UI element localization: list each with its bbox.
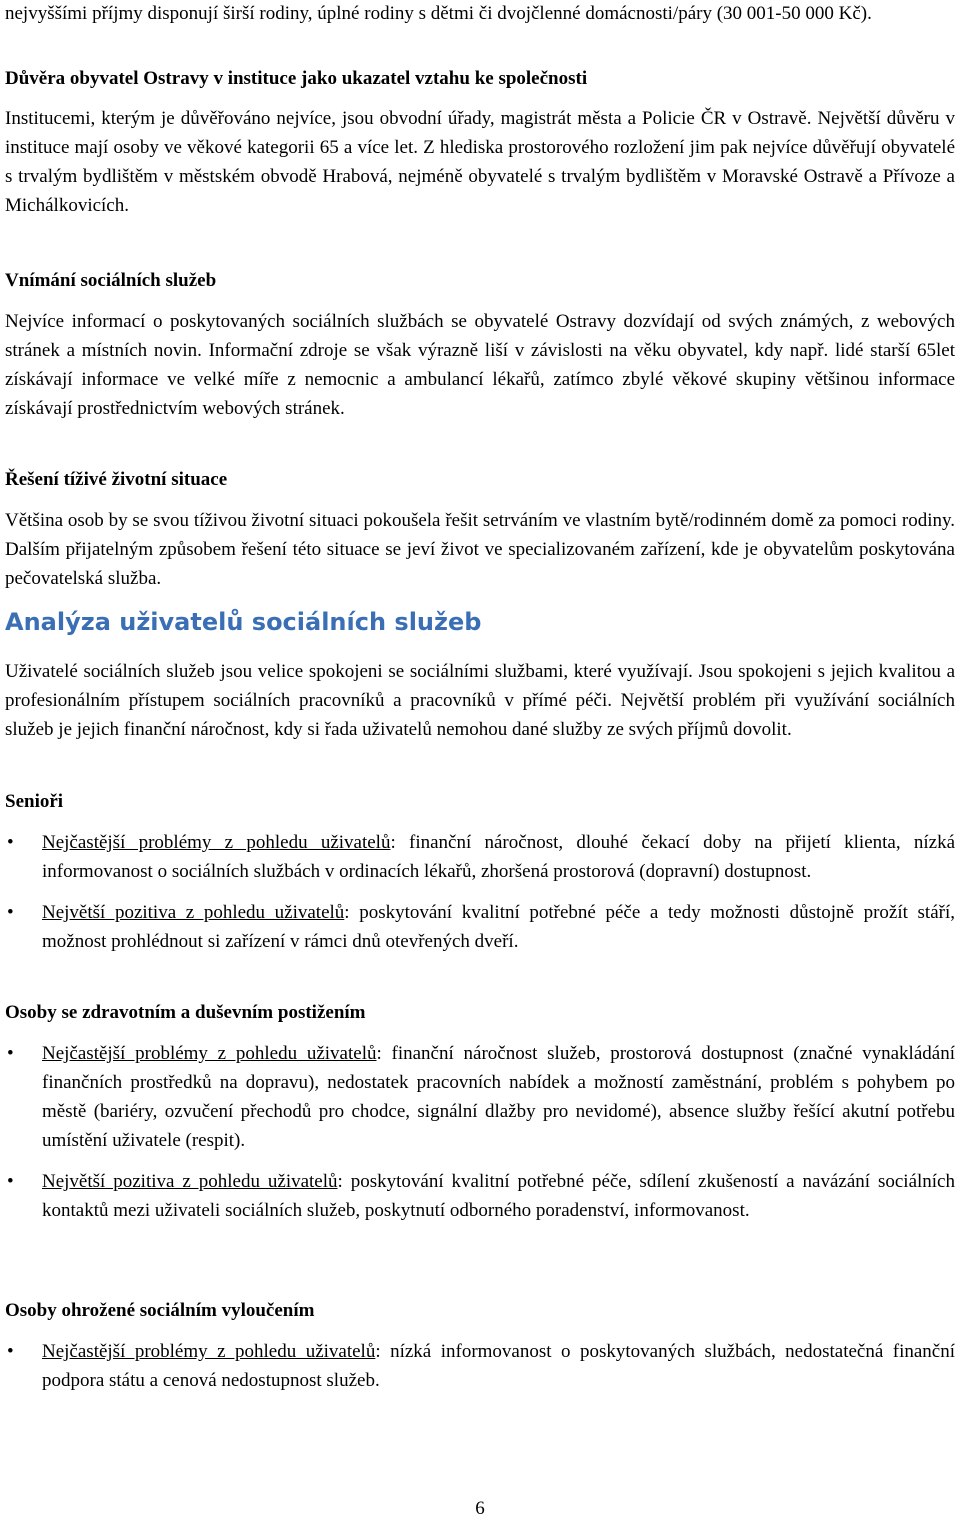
bullet-icon: • [7,1341,14,1362]
label-colon: : [390,832,396,853]
bullet-icon: • [7,902,14,923]
label-colon: : [337,1171,343,1192]
trust-section [5,64,955,220]
bullet-icon: • [7,1043,14,1064]
situation-paragraph: Většina osob by se svou tíživou životní situaci pokoušela řešit setrváním ve vlastním bytě/rodinném domě za pomoci rodiny. Dalším přijatelným způsobem řešení této situace se jeví život ve specializovaném zařízení, kde je obyvatelům poskytována pečovatelská služba. [5,510,955,589]
trust-heading: Důvěra obyvatel Ostravy v instituce jako ukazatel vztahu ke společnosti [5,68,588,89]
analysis-heading: Analýza uživatelů sociálních služeb [5,608,482,636]
list-item [5,828,955,886]
problems-label: Nejčastější problémy z pohledu uživatelů [42,832,391,853]
analysis-section [5,607,955,744]
list-item [5,1167,955,1225]
list-item [5,898,955,956]
disabled-problems-text: finanční náročnost služeb, prostorová dostupnost (značné vynakládání finančních prostředků na dopravu), nedostatek pracovních nabídek a možností zaměstnání, problém s pohybem po městě (bariéry, ozvučení přechodů pro chodce, signální dlažby pro nevidomé), absence služby řešící akutní potřebu umístění uživatele (respit). [42,1043,955,1151]
perception-heading: Vnímání sociálních služeb [5,270,217,291]
seniors-heading: Senioři [5,791,64,812]
problems-label: Nejčastější problémy z pohledu uživatelů [42,1341,376,1362]
label-colon: : [375,1341,381,1362]
trust-paragraph: Institucemi, kterým je důvěřováno nejvíce, jsou obvodní úřady, magistrát města a Policie ČR v Ostravě. Největší důvěru v instituce mají osoby ve věkové kategorii 65 a více let. Z hlediska prostorového rozložení jim pak nejvíce důvěřují obyvatelé s trvalým bydlištěm v městském obvodě Hrabová, nejméně obyvatelé s trvalým bydlištěm v Moravské Ostravě a Přívoze a Michálkovicích. [5,108,955,216]
seniors-section [5,787,955,956]
disabled-heading: Osoby se zdravotním a duševním postižením [5,1002,366,1023]
seniors-list [5,828,955,956]
seniors-problems-text: finanční náročnost, dlouhé čekací doby na přijetí klienta, nízká informovanost o sociálních službách v ordinacích lékařů, zhoršená prostorová (dopravní) dostupnost. [42,832,955,882]
list-item [5,1039,955,1155]
disabled-section [5,998,955,1225]
list-item [5,1337,955,1395]
perception-paragraph: Nejvíce informací o poskytovaných sociálních službách se obyvatelé Ostravy dozvídají od svých známých, z webových stránek a místních novin. Informační zdroje se však výrazně liší v závislosti na věku obyvatel, kdy např. lidé starší 65let získávají informace ve velké míře z nemocnic a ambulancí lékařů, zatímco zbylé věkové skupiny většinou informace získávají prostřednictvím webových stránek. [5,311,955,419]
situation-section [5,465,955,593]
analysis-paragraph: Uživatelé sociálních služeb jsou velice spokojeni se sociálními službami, které využívají. Jsou spokojeni s jejich kvalitou a profesionálním přístupem sociálních pracovníků a pracovníků v přímé péči. Největší problém při využívání sociálních služeb je jejich finanční náročnost, kdy si řada uživatelů nemohou dané služby ze svých příjmů dovolit. [5,661,955,740]
perception-section [5,266,955,423]
situation-heading: Řešení tíživé životní situace [5,469,228,490]
page-number: 6 [475,1498,485,1519]
intro-paragraph: nejvyššími příjmy disponují širší rodiny, úplné rodiny s dětmi či dvojčlenné domácnosti/páry (30 001-50 000 Kč). [5,3,872,24]
disabled-list [5,1039,955,1225]
disabled-positives-text: poskytování kvalitní potřebné péče, sdílení zkušeností a navázání sociálních kontaktů mezi uživateli sociálních služeb, poskytnutí odborného poradenství, informovanost. [42,1171,955,1221]
positives-label: Největší pozitiva z pohledu uživatelů [42,1171,338,1192]
seniors-positives-text: poskytování kvalitní potřebné péče a tedy možnosti důstojně prožít stáří, možnost prohlédnout si zařízení v rámci dnů otevřených dveří. [42,902,955,952]
problems-label: Nejčastější problémy z pohledu uživatelů [42,1043,377,1064]
bullet-icon: • [7,1171,14,1192]
label-colon: : [376,1043,382,1064]
excluded-section [5,1296,955,1395]
label-colon: : [344,902,350,923]
positives-label: Největší pozitiva z pohledu uživatelů [42,902,345,923]
excluded-list [5,1337,955,1395]
excluded-problems-text: nízká informovanost o poskytovaných službách, nedostatečná finanční podpora státu a cenová nedostupnost služeb. [42,1341,955,1391]
bullet-icon: • [7,832,14,853]
excluded-heading: Osoby ohrožené sociálním vyloučením [5,1300,315,1321]
